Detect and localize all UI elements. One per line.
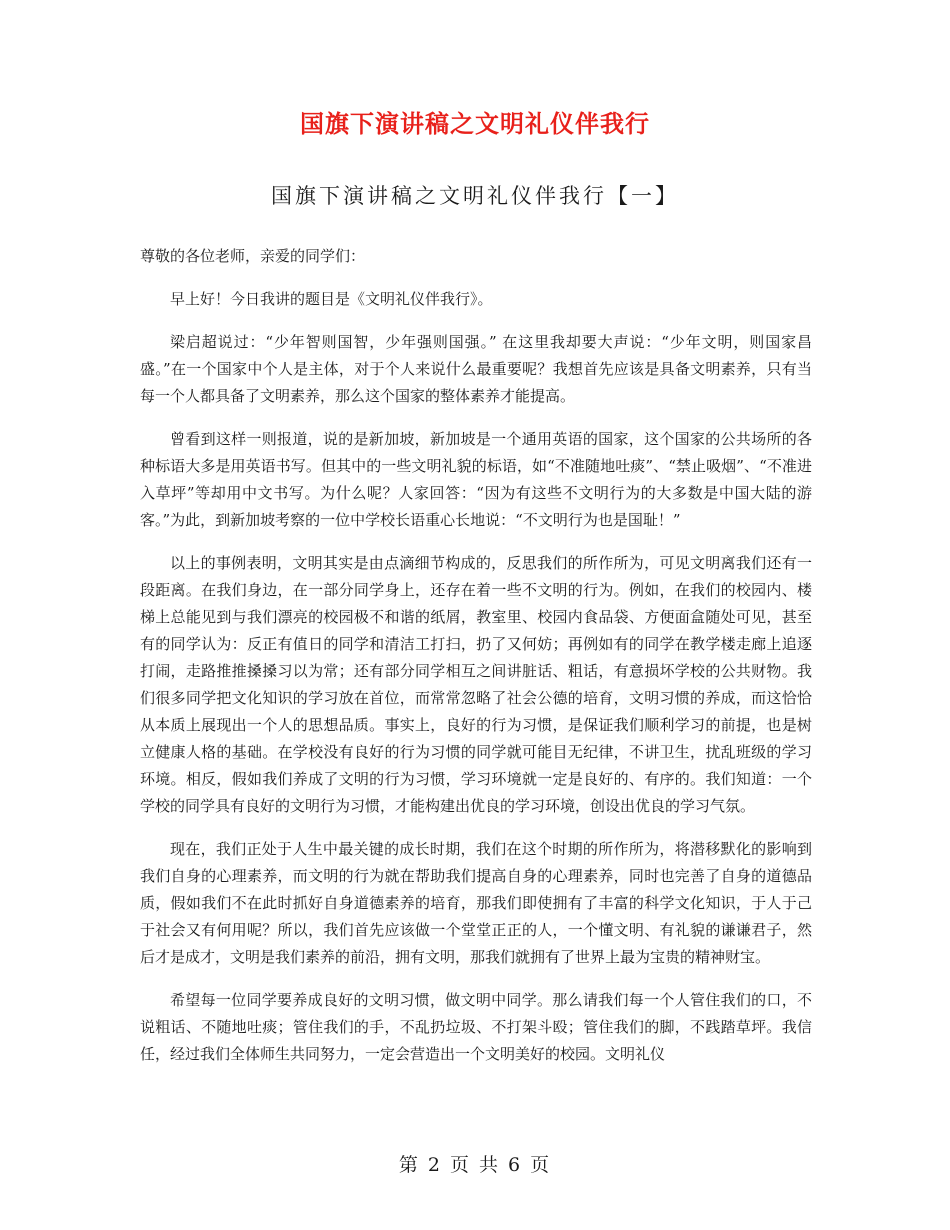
body-paragraph: 梁启超说过：“少年智则国智，少年强则国强。” 在这里我却要大声说：“少年文明，则国家昌盛。”在一个国家中个人是主体，对于个人来说什么最重要呢？我想首先应该是具备文明素养，只有当每一个人都具备了文明素养，那么这个国家的整体素养才能提高。	[140, 333, 812, 405]
body-paragraph: 希望每一位同学要养成良好的文明习惯，做文明中同学。那么请我们每一个人管住我们的口，不说粗话、不随地吐痰；管住我们的手，不乱扔垃圾、不打架斗殴；管住我们的脚，不践踏草坪。我信任，经过我们全体师生共同努力，一定会营造出一个文明美好的校园。文明礼仪	[140, 991, 812, 1063]
page-number-footer: 第 2 页 共 6 页	[398, 1154, 552, 1176]
greeting-paragraph: 早上好！今日我讲的题目是《文明礼仪伴我行》。	[170, 290, 493, 308]
section-subtitle: 国旗下演讲稿之文明礼仪伴我行【一】	[271, 184, 679, 208]
body-paragraph: 现在，我们正处于人生中最关键的成长时期，我们在这个时期的所作所为，将潜移默化的影响到我们自身的心理素养，而文明的行为就在帮助我们提高自身的心理素养，同时也完善了自身的道德品质，假如我们不在此时抓好自身道德素养的培育，那我们即使拥有了丰富的科学文化知识，于人于己于社会又有何用呢？所以，我们首先应该做一个堂堂正正的人，一个懂文明、有礼貌的谦谦君子，然后才是成才，文明是我们素养的前沿，拥有文明，那我们就拥有了世界上最为宝贵的精神财宝。	[140, 840, 812, 966]
body-paragraph: 以上的事例表明，文明其实是由点滴细节构成的，反思我们的所作所为，可见文明离我们还有一段距离。在我们身边，在一部分同学身上，还存在着一些不文明的行为。例如，在我们的校园内、楼梯上总能见到与我们漂亮的校园极不和谐的纸屑，教室里、校园内食品袋、方便面盒随处可见，甚至有的同学认为：反正有值日的同学和清洁工打扫，扔了又何妨；再例如有的同学在教学楼走廊上追逐打闹，走路推推搡搡习以为常；还有部分同学相互之间讲脏话、粗话，有意损坏学校的公共财物。我们很多同学把文化知识的学习放在首位，而常常忽略了社会公德的培育，文明习惯的养成，而这恰恰从本质上展现出一个人的思想品质。事实上，良好的行为习惯，是保证我们顺利学习的前提，也是树立健康人格的基础。在学校没有良好的行为习惯的同学就可能目无纪律，不讲卫生，扰乱班级的学习环境。相反，假如我们养成了文明的行为习惯，学习环境就一定是良好的、有序的。我们知道：一个学校的同学具有良好的文明行为习惯，才能构建出优良的学习环境，创设出优良的学习气氛。	[140, 554, 812, 815]
document-title: 国旗下演讲稿之文明礼仪伴我行	[300, 109, 650, 138]
body-paragraph: 曾看到这样一则报道，说的是新加坡，新加坡是一个通用英语的国家，这个国家的公共场所的各种标语大多是用英语书写。但其中的一些文明礼貌的标语，如“不准随地吐痰”、“禁止吸烟”、“不准进入草坪”等却用中文书写。为什么呢？人家回答：“因为有这些不文明行为的大多数是中国大陆的游客。”为此，到新加坡考察的一位中学校长语重心长地说：“不文明行为也是国耻！”	[140, 430, 812, 529]
document-body	[140, 243, 812, 1084]
salutation-paragraph: 尊敬的各位老师，亲爱的同学们：	[140, 247, 366, 265]
